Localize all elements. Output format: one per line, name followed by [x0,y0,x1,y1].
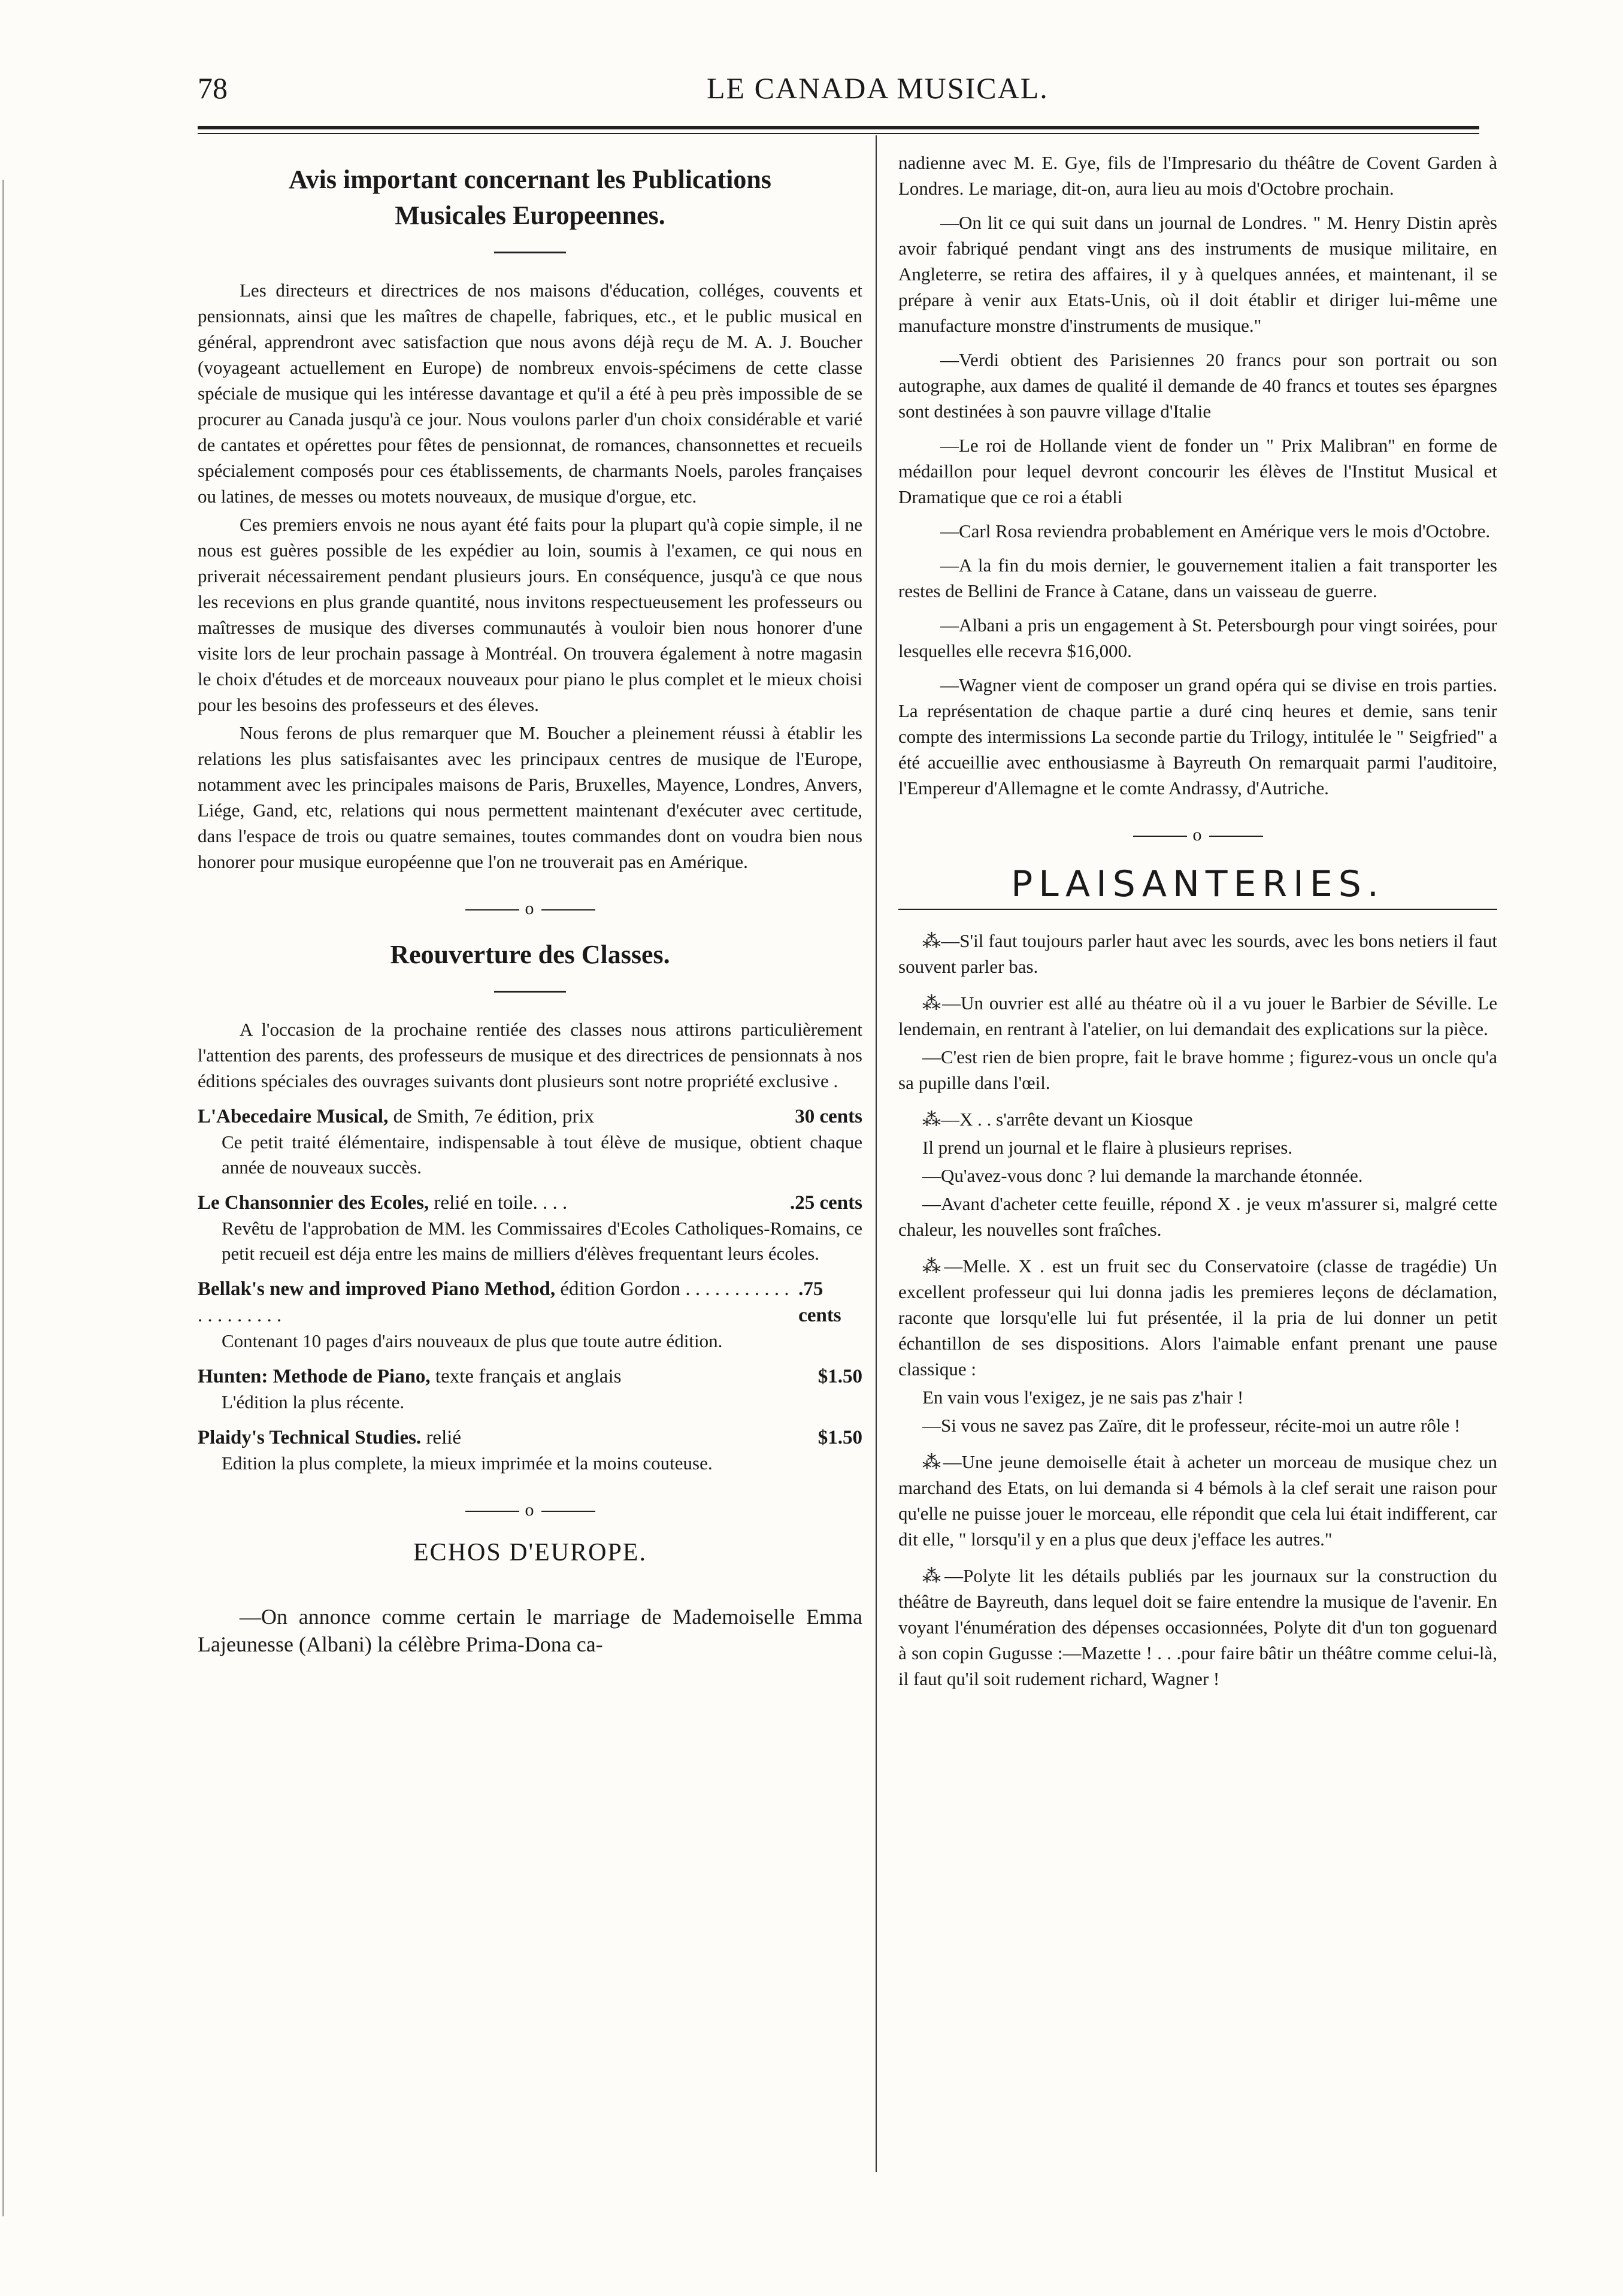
reouverture-intro: A l'occasion de la prochaine rentiée des classes nous attirons particulièrement l'attention des parents, des professeurs de musique et des directrices de pensionnats à nos éditions spéciales des ouvrages suivants dont plusieurs sont notre propriété exclusive . [198,1019,862,1091]
reouverture-title: Reouverture des Classes. [390,940,670,969]
publication-price: .25 cents [790,1192,862,1214]
publication-desc: Edition la plus complete, la mieux imprimée et la moins couteuse. [222,1453,713,1474]
avis-paragraph: Nous ferons de plus remarquer que M. Boucher a pleinement réussi à établir les relations les plus satisfaisantes avec les principaux centres de musique de l'Europe, notamment avec les principales maisons de Paris, Bruxelles, Mayence, Londres, Anvers, Liége, Gand, etc, relations qui nous permettent maintenant d'exécuter avec certitude, dans l'espace de trois ou quatre semaines, toutes commandes dont on voudra bien nous honorer pour musique européenne que l'on ne trouverait pas en Amérique. [198,722,862,872]
publication-desc: Ce petit traité élémentaire, indispensable à tout élève de musique, obtient chaque année de nouveaux succès. [222,1132,862,1178]
publication-price: .75 cents [798,1278,841,1326]
left-column [198,150,862,1670]
publication-entry [198,1363,862,1415]
publication-title: Hunten: Methode de Piano, [198,1366,431,1387]
joke-item: ⁂—S'il faut toujours parler haut avec les sourds, avec les bons netiers il faut souvent parler bas. [898,930,1497,977]
running-head: LE CANADA MUSICAL. [707,71,1049,105]
publication-title: Le Chansonnier des Ecoles, [198,1192,429,1214]
joke-item: —Si vous ne savez pas Zaïre, dit le professeur, récite-moi un autre rôle ! [922,1415,1461,1436]
publication-entry [198,1190,862,1266]
publication-edition: édition Gordon . . . . . . . . . . . . . . . . . . . . [198,1278,789,1326]
joke-item: ⁂—Melle. X . est un fruit sec du Conservatoire (classe de tragédie) Un excellent professeur qui lui donna jadis les premieres leçons de déclamation, raconte que lorsqu'elle lui fut présentée, il la pria de lui donner un petit échantillon de ses dispositions. Alors l'aimable enfant prenant une pause classique : [898,1256,1497,1380]
joke-item: —C'est rien de bien propre, fait le brave homme ; figurez-vous un oncle qu'a sa pupille dans l'œil. [898,1046,1497,1093]
avis-title-line1: Avis important concernant les Publications [289,165,771,194]
joke-item: ⁂—Un ouvrier est allé au théatre où il a vu jouer le Barbier de Séville. Le lendemain, en rentrant à l'atelier, on lui demandait des explications sur la pièce. [898,993,1497,1039]
publication-desc: Contenant 10 pages d'airs nouveaux de plus que toute autre édition. [222,1330,723,1351]
publication-price: $1.50 [817,1366,862,1387]
publication-entry [198,1103,862,1180]
echo-item: —Le roi de Hollande vient de fonder un " Prix Malibran" en forme de médaillon pour lequel devront concourir les élèves de l'Institut Musical et Dramatique que ce roi a établi [898,435,1497,507]
publication-price: $1.50 [817,1427,862,1448]
publication-entry [198,1276,862,1354]
column-divider [876,135,877,2172]
publication-price: 30 cents [795,1106,862,1127]
right-column [898,150,1497,1702]
echo-item: —Wagner vient de composer un grand opéra qui se divise en trois parties. La représentation de chaque partie a duré cinq heures et demie, sans tenir compte des intermissions La seconde partie du Trilogy, intitulée le " Seigfried" a été accueillie avec enthousiasme à Bayreuth On remarquait parmi l'auditoire, l'Empereur d'Allemagne et le comte Andrassy, d'Autriche. [898,674,1497,798]
section-separator: o [198,899,862,919]
echo-item: —On annonce comme certain le marriage de Mademoiselle Emma Lajeunesse (Albani) la célèbre Prima-Dona ca- [198,1605,862,1656]
avis-title [198,162,862,234]
publication-edition: texte français et anglais [435,1366,622,1387]
publication-title: Bellak's new and improved Piano Method, [198,1278,556,1300]
echo-item: —Verdi obtient des Parisiennes 20 francs pour son portrait ou son autographe, aux dames de qualité il demande de 40 francs et toutes ses épargnes sont destinées à son pauvre village d'Italie [898,349,1497,422]
publication-edition: relié en toile. . . . [434,1192,568,1214]
header-rule-thin [198,133,1479,134]
page-number: 78 [198,71,228,105]
section-separator: o [198,1500,862,1520]
publication-desc: Revêtu de l'approbation de MM. les Commissaires d'Ecoles Catholiques-Romains, ce petit recueil est déja entre les mains de milliers d'élèves frequentant leurs écoles. [222,1218,862,1264]
publication-edition: de Smith, 7e édition, prix [393,1106,595,1127]
publication-edition: relié [426,1427,462,1448]
short-separator [494,991,566,993]
echo-item: —A la fin du mois dernier, le gouvernement italien a fait transporter les restes de Bellini de France à Catane, dans un vaisseau de guerre. [898,555,1497,601]
avis-paragraph: Les directeurs et directrices de nos maisons d'éducation, colléges, couvents et pensionnats, ainsi que les maîtres de chapelle, fabriques, etc., et le public musical en général, apprendront avec satisfaction que nous avons déjà reçu de M. A. J. Boucher (voyageant actuellement en Europe) de nombreux envois-spécimens de cette classe spéciale de musique qui les intéresse davantage et qu'il a été à peu près impossible de se procurer au Canada jusqu'à ce jour. Nous voulons parler d'un choix considérable et varié de cantates et opérettes pour fêtes de pensionnat, de romances, chansonnettes et recueils spécialement composés pour ces établissements, de charmants Noels, paroles françaises ou latines, de messes ou motets nouveaux, de musique d'orgue, etc. [198,280,862,507]
joke-item: —Avant d'acheter cette feuille, répond X . je veux m'assurer si, malgré cette chaleur, les nouvelles sont fraîches. [898,1193,1497,1240]
joke-item: ⁂—Une jeune demoiselle était à acheter un morceau de musique chez un marchand des Etats, on lui demanda si 4 bémols à la clef serait une raison pour qu'elle ne puisse jouer le morceau, elle répondit que cela lui était indifferent, car dit elle, " lorsqu'il y en a plus que deux j'efface les autres." [898,1451,1497,1550]
joke-item: ⁂—X . . s'arrête devant un Kiosque [922,1109,1193,1130]
avis-title-line2: Musicales Europeennes. [395,201,665,230]
echo-item: nadienne avec M. E. Gye, fils de l'Impresario du théâtre de Covent Garden à Londres. Le mariage, dit-on, aura lieu au mois d'Octobre prochain. [898,152,1497,199]
joke-item: En vain vous l'exigez, je ne sais pas z'hair ! [922,1387,1244,1408]
section-separator: o [898,825,1497,845]
publication-title: L'Abecedaire Musical, [198,1106,389,1127]
publication-entry [198,1424,862,1476]
joke-item: —Qu'avez-vous donc ? lui demande la marchande étonnée. [922,1165,1363,1186]
scan-margin-strip [2,180,15,2216]
echo-item: —Albani a pris un engagement à St. Petersbourgh pour vingt soirées, pour lesquelles elle recevra $16,000. [898,615,1497,661]
publication-title: Plaidy's Technical Studies. [198,1427,422,1448]
avis-paragraph: Ces premiers envois ne nous ayant été faits pour la plupart qu'à copie simple, il ne nous est guères possible de les expédier au loin, soumis à l'examen, ce qui nous en priverait nécessairement pendant plusieurs jours. En conséquence, jusqu'à ce que nous les recevions en plus grande quantité, nous invitons respectueusement les professeurs ou maîtresses de musique des diverses communautés à vouloir bien nous honorer d'une visite lors de leur prochain passage à Montréal. On trouvera également à notre magasin le choix d'études et de morceaux nouveaux pour piano le plus complet et le mieux choisi pour les besoins des professeurs et des éleves. [198,514,862,715]
header-rule-thick [198,126,1479,129]
echo-item: —Carl Rosa reviendra probablement en Amérique vers le mois d'Octobre. [940,521,1491,542]
echos-title: ECHOS D'EUROPE. [413,1539,647,1566]
plaisanteries-title: PLAISANTERIES. [898,863,1497,910]
echo-item: —On lit ce qui suit dans un journal de Londres. " M. Henry Distin après avoir fabriqué pendant vingt ans des instruments de musique militaire, en Angleterre, se retira des affaires, il y à quelques années, et maintenant, il se prépare à venir aux Etats-Unis, où il doit établir et diriger lui-même une manufacture monstre d'instruments de musique." [898,212,1497,336]
short-separator [494,252,566,253]
joke-item: Il prend un journal et le flaire à plusieurs reprises. [922,1137,1293,1158]
joke-item: ⁂—Polyte lit les détails publiés par les journaux sur la construction du théâtre de Bayreuth, dans lequel doit se faire entendre la musique de l'avenir. En voyant l'énumération des dépenses occasionnées, Polyte dit d'un ton goguenard à son copin Gugusse :—Mazette ! . . .pour faire bâtir un théâtre comme celui-là, il faut qu'il soit rudement richard, Wagner ! [898,1565,1497,1689]
publication-desc: L'édition la plus récente. [222,1391,405,1412]
